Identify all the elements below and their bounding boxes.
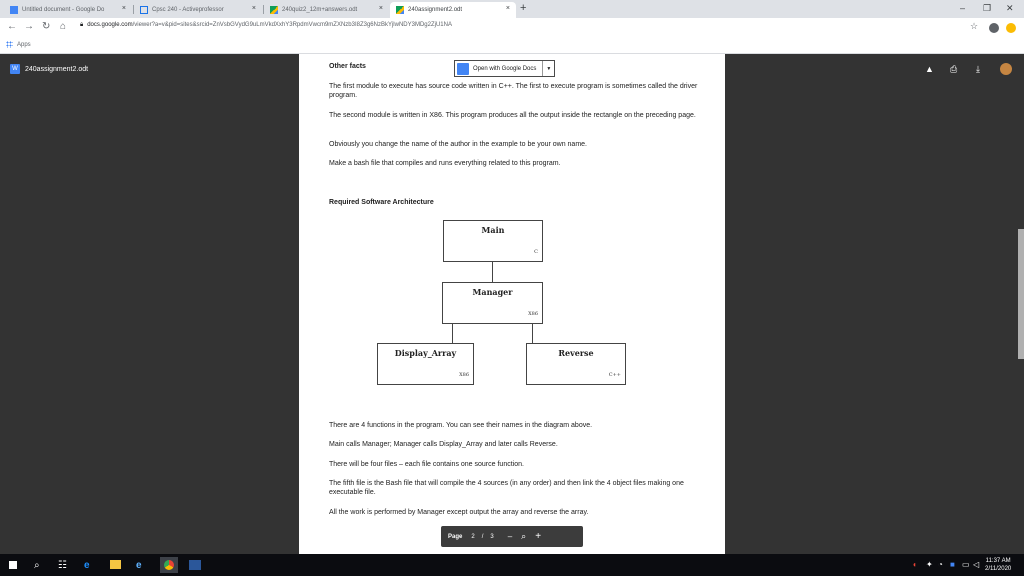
document-page <box>299 54 725 554</box>
chevron-down-icon[interactable]: ▼ <box>542 61 554 76</box>
lock-icon: 🔒︎ <box>80 22 84 28</box>
restore-button[interactable]: ❐ <box>983 3 992 13</box>
print-icon[interactable]: ⎙ <box>950 64 958 74</box>
scrollbar[interactable] <box>1018 229 1024 359</box>
url-host: docs.google.com <box>87 22 133 28</box>
file-explorer-icon[interactable] <box>110 560 121 569</box>
manager-lang: X86 <box>528 311 538 317</box>
windows-start-icon[interactable] <box>9 561 17 569</box>
main-lang: C <box>534 249 538 255</box>
browser-toolbar <box>0 18 1024 38</box>
main-box <box>443 220 543 262</box>
word-file-icon: W <box>10 64 20 74</box>
close-icon[interactable]: × <box>251 5 256 12</box>
close-icon[interactable]: × <box>121 5 126 12</box>
reverse-box <box>526 343 626 385</box>
display-array-lang: X86 <box>459 372 469 378</box>
new-tab-button[interactable]: + <box>520 2 527 14</box>
minimize-button[interactable]: – <box>960 3 966 13</box>
close-icon[interactable]: × <box>378 5 383 12</box>
internet-explorer-icon[interactable]: e <box>136 560 142 571</box>
apps-shortcut[interactable] <box>6 41 31 48</box>
page-current[interactable]: 2 <box>471 533 475 540</box>
open-button-label: Open with Google Docs <box>473 65 537 72</box>
chrome-icon <box>164 560 174 570</box>
tray-wifi-icon[interactable]: ◔ <box>938 560 943 569</box>
apps-label: Apps <box>17 41 31 48</box>
tab-240quiz2[interactable] <box>264 2 389 18</box>
paragraph-6: Main calls Manager; Manager calls Display_Array and later calls Reverse. <box>329 441 558 448</box>
bookmarks-bar <box>0 38 1024 54</box>
paragraph-5: There are 4 functions in the program. You can see their names in the diagram above. <box>329 422 593 429</box>
close-icon[interactable]: × <box>505 5 510 12</box>
tab-strip <box>0 0 1024 18</box>
zoom-out-button[interactable]: – <box>507 532 513 541</box>
reverse-title: Reverse <box>558 348 594 358</box>
tab-label: 240assignment2.odt <box>408 7 463 13</box>
back-icon[interactable]: ← <box>7 21 17 32</box>
close-window-button[interactable]: ✕ <box>1006 3 1014 13</box>
paragraph-8: The fifth file is the Bash file that will compile the 4 sources (in any order) and then link the 4 object files making one executable file. <box>329 480 684 496</box>
paragraph-1: The first module to execute has source code written in C++. The first to execute program is sometimes called the driver program. <box>329 83 698 99</box>
task-view-icon[interactable]: ☷ <box>58 560 67 571</box>
reverse-lang: C++ <box>608 372 621 378</box>
clock-time: 11:37 AM <box>985 558 1011 564</box>
other-facts-heading: Other facts <box>329 63 366 70</box>
paragraph-2: The second module is written in X86. This program produces all the output inside the rectangle on the preceding page. <box>329 112 696 119</box>
file-title: 240assignment2.odt <box>25 65 89 73</box>
page-label: Page <box>448 533 463 540</box>
clock-date: 2/11/2020 <box>985 566 1012 572</box>
download-icon[interactable]: ⤓ <box>976 64 980 74</box>
main-title: Main <box>481 225 505 235</box>
paragraph-9: All the work is performed by Manager except output the array and reverse the array. <box>329 509 589 516</box>
page-total: 3 <box>490 533 494 540</box>
paragraph-4: Make a bash file that compiles and runs everything related to this program. <box>329 160 561 167</box>
google-drive-icon <box>270 6 278 14</box>
tab-untitled-document[interactable] <box>4 2 132 18</box>
google-docs-icon <box>457 63 469 75</box>
tab-240assignment2[interactable] <box>390 2 516 18</box>
taskbar-clock[interactable] <box>985 557 1011 573</box>
tab-label: Untitled document - Google Do <box>22 7 105 13</box>
architecture-heading: Required Software Architecture <box>329 199 434 206</box>
tray-battery-icon[interactable]: ▭ <box>962 560 970 569</box>
paragraph-7: There will be four files – each file contains one source function. <box>329 461 524 468</box>
manager-box <box>442 282 543 324</box>
star-icon[interactable]: ☆ <box>970 21 979 31</box>
forward-icon[interactable]: → <box>24 21 34 32</box>
extension-icon[interactable] <box>989 23 999 33</box>
page-navigation-bar <box>441 526 583 547</box>
address-bar[interactable] <box>80 22 452 29</box>
reload-icon[interactable]: ↻ <box>42 21 51 32</box>
display-array-box <box>377 343 474 385</box>
url-path: /viewer?a=v&pid=sites&srcid=ZnVsbGVydG9uLmVkdXxhY3RpdmVwcm9mZXNzb3I8Z3g6NzBkYjlwNDY3MDg2ZjU1NA <box>132 22 452 28</box>
tray-network-icon[interactable]: ✦ <box>926 560 933 569</box>
chrome-taskbar-slot[interactable] <box>160 557 178 573</box>
document-viewer <box>0 54 1024 554</box>
page-separator: / <box>481 533 484 540</box>
tab-label: Cpsc 240 - Activeprofessor <box>152 7 224 13</box>
profile-icon[interactable] <box>1006 23 1016 33</box>
zoom-in-search-icon[interactable]: ⌕ <box>521 531 527 541</box>
edge-icon[interactable]: e <box>84 560 90 571</box>
tab-label: 240quiz2_12m+answers.odt <box>282 7 358 13</box>
google-docs-icon <box>10 6 18 14</box>
open-with-google-docs-button[interactable] <box>454 60 555 77</box>
avatar[interactable] <box>1000 63 1012 75</box>
search-icon[interactable]: ⌕ <box>34 560 40 571</box>
word-icon[interactable] <box>189 560 201 570</box>
zoom-in-button[interactable]: + <box>535 531 542 542</box>
windows-taskbar <box>0 554 1024 576</box>
paragraph-3: Obviously you change the name of the author in the example to be your own name. <box>329 141 587 148</box>
page-icon <box>140 6 148 14</box>
tab-cpsc-240[interactable] <box>134 2 262 18</box>
tray-app-icon[interactable]: ◖ <box>912 560 917 569</box>
connector-manager-display <box>452 324 453 343</box>
manager-title: Manager <box>472 287 513 297</box>
drive-add-icon[interactable]: ▲ <box>925 64 934 74</box>
viewer-file-title <box>10 64 88 74</box>
tray-volume-icon[interactable]: ◁ <box>973 560 980 569</box>
connector-main-manager <box>492 262 493 282</box>
connector-manager-reverse <box>532 324 533 343</box>
tray-bluetooth-icon[interactable]: ■ <box>950 560 955 569</box>
google-drive-icon <box>396 6 404 14</box>
display-array-title: Display_Array <box>394 348 457 358</box>
home-icon[interactable]: ⌂ <box>60 21 67 32</box>
apps-grid-icon <box>6 41 13 48</box>
